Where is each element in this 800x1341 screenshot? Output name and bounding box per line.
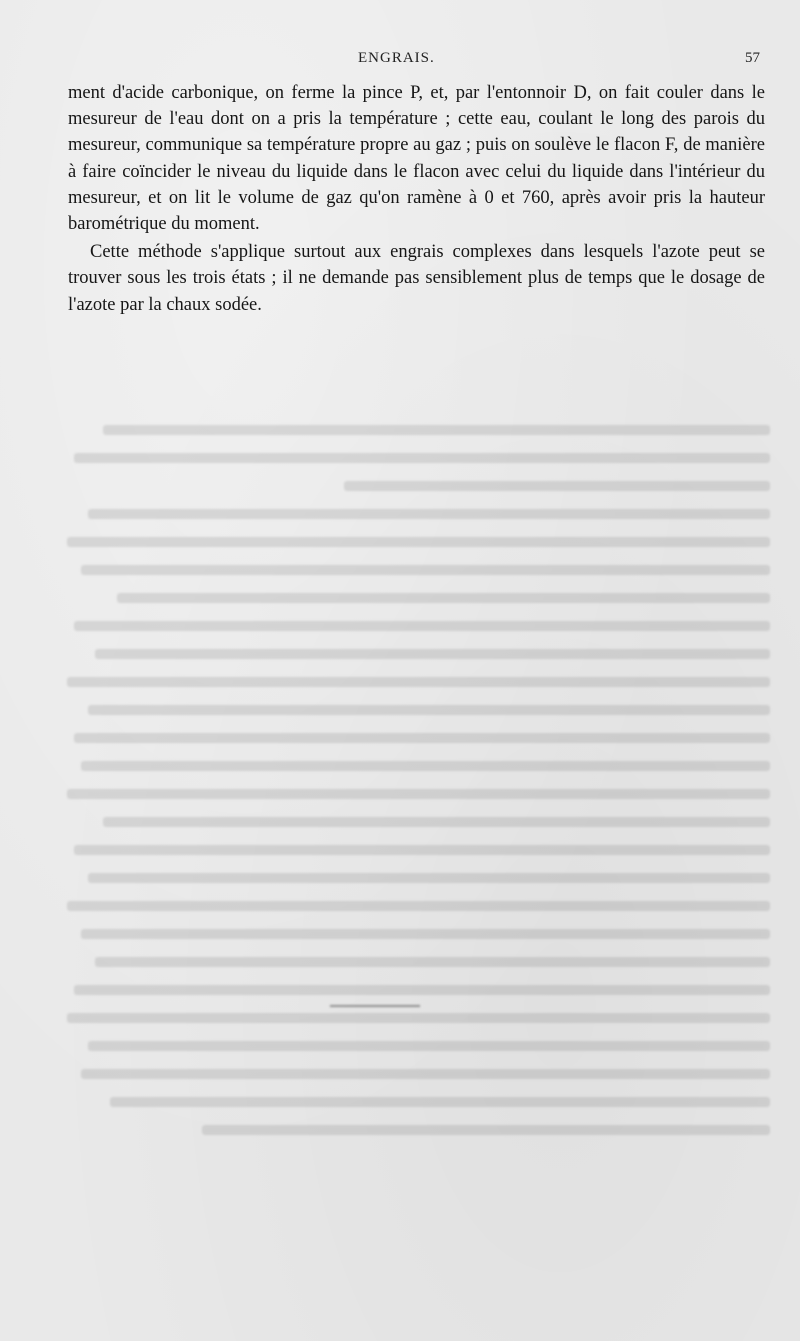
paragraph-continued: ment d'acide carbonique, on ferme la pince P, et, par l'entonnoir D, on fait couler dans le mesureur de l'eau dont on a pris la température ; cette eau, coulant le long des parois du mesureur, communique sa température propre au gaz ; puis on soulève le flacon F, de manière à faire coïncider le niveau du liquide dans le flacon avec celui du liquide dans l'intérieur du mesureur, et on lit le volume de gaz qu'on ramène à 0 et 760, après avoir pris la hauteur barométrique du moment. [68,83,765,235]
running-head [0,50,800,70]
ghost-rule [330,1005,420,1007]
body-text [68,80,765,318]
running-title: ENGRAIS. [358,50,435,66]
paragraph-method: Cette méthode s'applique surtout aux engrais complexes dans lesquels l'azote peut se trouver sous les trois états ; il ne demande pas sensiblement plus de temps que le dosage de l'azote par la chaux sodée. [68,242,765,315]
ghost-subheading-mark [60,351,770,379]
bleed-through-verso [60,295,770,1335]
page-number: 57 [745,50,760,66]
